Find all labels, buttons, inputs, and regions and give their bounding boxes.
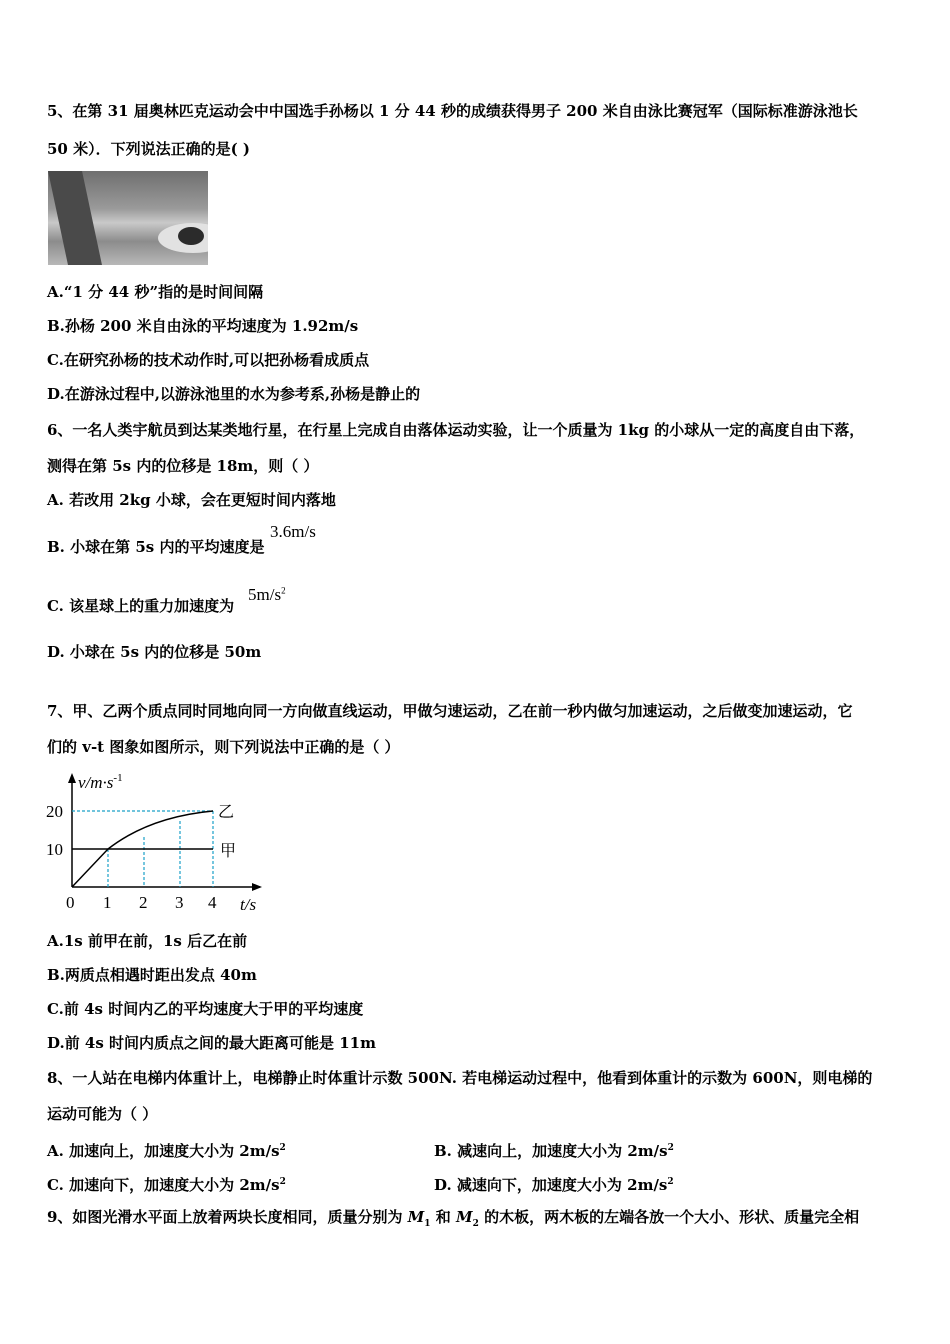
- q7-option-d: D.前 4s 时间内质点之间的最大距离可能是 11m: [47, 1034, 376, 1052]
- y-axis-label: $v/m\cdot s^{-1}$: [78, 772, 123, 792]
- q6-option-c: C. 该星球上的重力加速度为: [47, 597, 235, 615]
- y-tick-20: 20: [46, 802, 63, 821]
- q9-stem-line1: 9、如图光滑水平面上放着两块长度相同，质量分别为 $M_1$ 和 $M_2$ 的木板，两木板的左端各放一个大小、形状、质量完全相: [47, 1208, 860, 1229]
- q8-option-d: D. 减速向下，加速度大小为 $2m/s^2$: [434, 1176, 674, 1194]
- q8-stem-line1: 8、一人站在电梯内体重计上，电梯静止时体重计示数 500N. 若电梯运动过程中，他看到体重计的示数为 600N，则电梯的: [47, 1069, 873, 1087]
- x-tick-1: 1: [103, 893, 112, 912]
- q8-option-c: C. 加速向下，加速度大小为 $2m/s^2$: [47, 1176, 286, 1194]
- q5-option-d: D.在游泳过程中,以游泳池里的水为参考系,孙杨是静止的: [47, 385, 421, 403]
- q6-option-c-formula: $5m/s^2$: [248, 585, 286, 604]
- q8-option-a: A. 加速向上，加速度大小为 $2m/s^2$: [47, 1142, 286, 1160]
- x-tick-4: 4: [208, 893, 217, 912]
- q6-option-a: A. 若改用 2kg 小球，会在更短时间内落地: [47, 491, 336, 509]
- q6-stem-line1: 6、一名人类宇航员到达某类地行星，在行星上完成自由落体运动实验，让一个质量为 1kg 的小球从一定的高度自由下落，: [47, 421, 865, 439]
- q7-option-c: C.前 4s 时间内乙的平均速度大于甲的平均速度: [47, 1000, 364, 1018]
- x-tick-0: 0: [66, 893, 75, 912]
- q8-option-b: B. 减速向上，加速度大小为 $2m/s^2$: [434, 1142, 674, 1160]
- q5-option-c: C.在研究孙杨的技术动作时,可以把孙杨看成质点: [47, 351, 370, 369]
- series-yi-label: 乙: [218, 802, 235, 821]
- q6-option-b: B. 小球在第 5s 内的平均速度是: [47, 538, 265, 556]
- q5-stem-line2: 50 米）．下列说法正确的是( ): [47, 140, 251, 158]
- x-tick-2: 2: [139, 893, 148, 912]
- q5-stem-line1: 5、在第 31 届奥林匹克运动会中中国选手孙杨以 1 分 44 秒的成绩获得男子 200 米自由泳比赛冠军（国际标准游泳池长: [47, 102, 858, 120]
- q7-stem-line1: 7、甲、乙两个质点同时同地向同一方向做直线运动，甲做匀速运动，乙在前一秒内做匀加速运动，之后做变加速运动，它: [47, 702, 853, 720]
- q7-option-a: A.1s 前甲在前，1s 后乙在前: [47, 932, 248, 950]
- q6-option-b-formula: 3.6m/s: [270, 522, 316, 541]
- y-tick-10: 10: [46, 840, 63, 859]
- q7-stem-line2: 们的 v-t 图象如图所示，则下列说法中正确的是（ ）: [47, 738, 400, 756]
- q8-stem-line2: 运动可能为（ ）: [47, 1105, 158, 1123]
- series-jia-label: 甲: [220, 841, 237, 860]
- x-tick-3: 3: [175, 893, 184, 912]
- q7-option-b: B.两质点相遇时距出发点 40m: [47, 966, 257, 984]
- q6-option-d: D. 小球在 5s 内的位移是 50m: [47, 643, 262, 661]
- vt-graph: [40, 770, 270, 915]
- q5-option-a: A.“1 分 44 秒”指的是时间间隔: [47, 283, 264, 301]
- q6-stem-line2: 测得在第 5s 内的位移是 18m，则（ ）: [47, 457, 319, 475]
- q5-option-b: B.孙杨 200 米自由泳的平均速度为 1.92m/s: [47, 317, 359, 335]
- swimmer-photo: [48, 171, 208, 265]
- x-axis-label: t/s: [240, 895, 257, 914]
